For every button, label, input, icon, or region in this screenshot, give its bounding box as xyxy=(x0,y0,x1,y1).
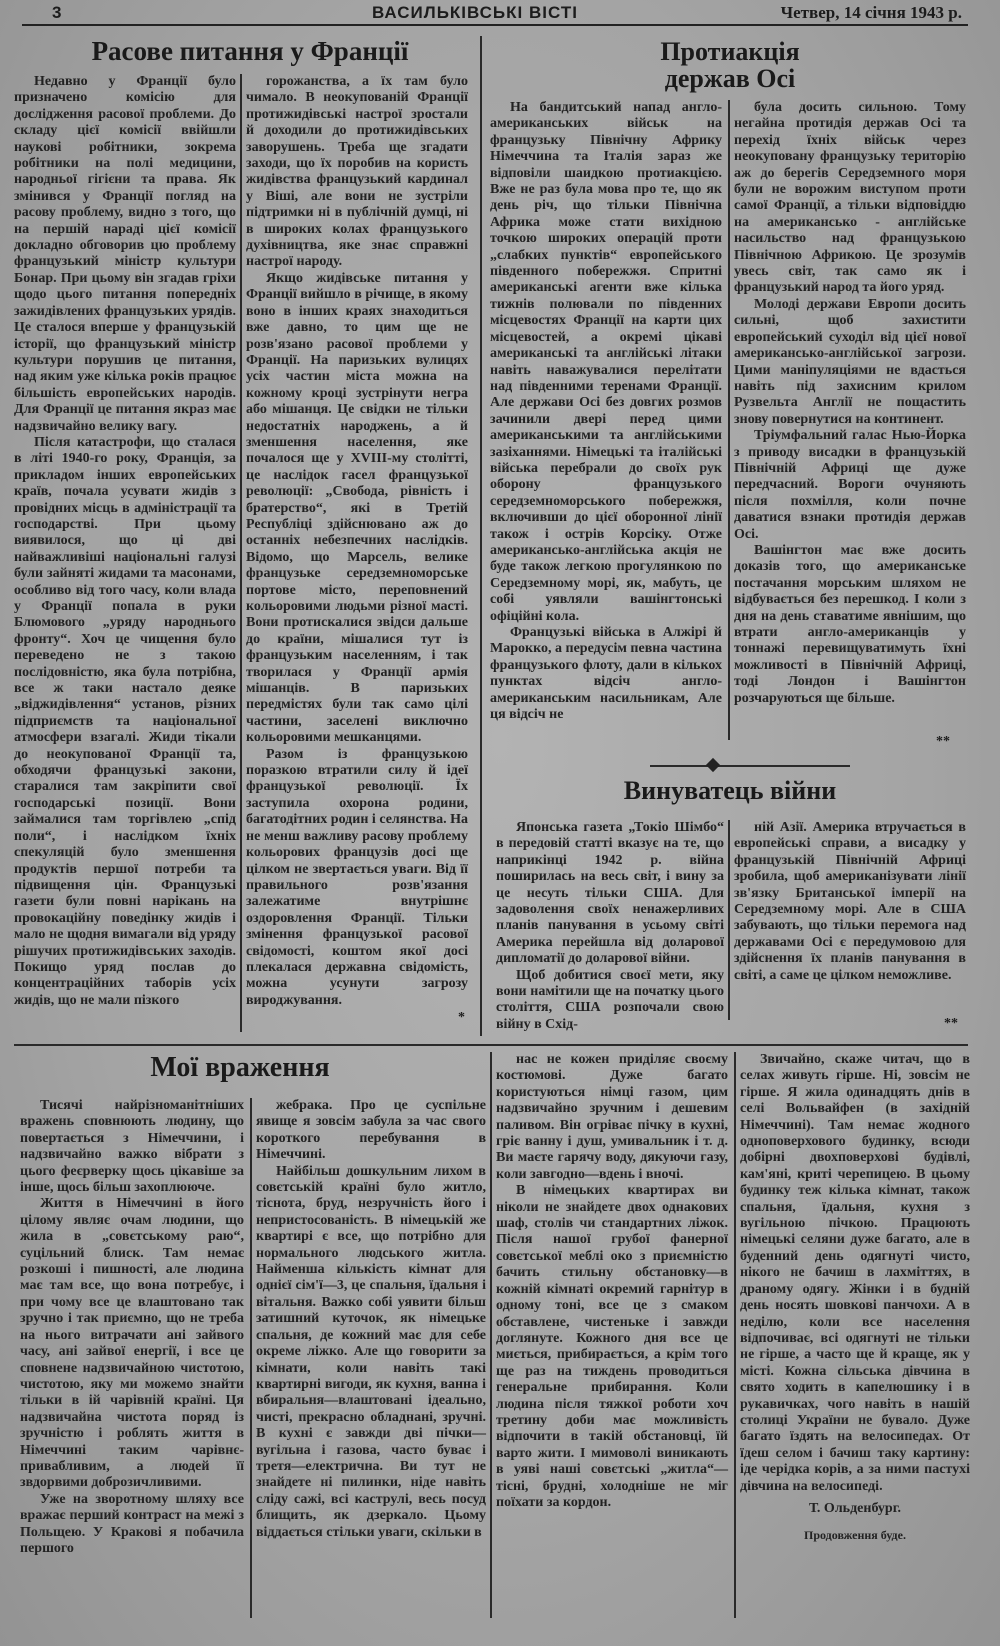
paragraph: Вашінгтон має вже досить доказів того, що американське постачання морським шляхом не відбувається без перешкод. І коли з дня на день ставатиме явнішим, що втрати англо-американців у тоннажі перевищуватимуть їхні можливості в Північній Африці, тоді Лондон і Вашінгтон розчаруються ще більше. xyxy=(734,542,966,706)
column-divider xyxy=(480,36,482,1036)
article-war-culprit-col2 xyxy=(734,820,966,1020)
article-racial-question-col1 xyxy=(14,74,236,1038)
paragraph: жебрака. Про це суспільне явище я зовсім забула за час свого короткого перебування в Німеччині. xyxy=(256,1098,486,1163)
article-end-mark: * xyxy=(458,1010,465,1025)
article-my-impressions-col1 xyxy=(20,1098,244,1618)
page-number: 3 xyxy=(52,3,62,22)
author-signature: Т. Ольденбург. xyxy=(809,1500,901,1516)
article-end-mark: ** xyxy=(944,1016,958,1031)
paragraph: Недавно у Франції було призначено комісію для дослідження расової проблеми. До складу цієї комісії ввійшли наукові робітники, зокрема робітники на полі медицини, народньої гігієни та права. Як змінився у Франції погляд на расову проблему, видно з того, що на першій нараді цієї комісії докладно обговорив цю проблему французький міністр культури Бонар. При цьому він згадав гріхи щодо цього питання попередніх зажидівлених французьких урядів. Це сталося вперше у французькій історії, що французький міністр культури порушив це питання, над яким уже кілька років працює більшість европейських народів. Для Франції це питання якраз має надзвичайно велику вагу. xyxy=(14,74,236,434)
column-divider xyxy=(250,1098,252,1618)
section-separator xyxy=(650,765,850,767)
article-axis-counteraction-col2 xyxy=(734,100,966,740)
paragraph: Життя в Німеччині в його цілому являє очам людини, що жила в „совєтському раю“, суцільний блиск. Там немає розкоші і пишності, але людина має там все, що вона потребує, і при чому все це влаштовано так зручно і так приємно, що не треба на нього витрачати ані зайвого часу, ані зайвої енергії, і все це сповнене надзвичайною чистотою, чистотою, яку ми можемо знайти тільки в ій чарівній країні. Ця надзвичайна чистота поряд із зручністю і роблять життя в Німеччині таким чарівнє-привабливим, а людей її звдорвими доброзичливими. xyxy=(20,1196,244,1491)
paragraph: Молоді держави Европи досить сильні, щоб захистити европейський суходіл від цієї нової американсько-англійської загрози. Цими маніпуляціями не вдасться навіть під захисним крилом Рузвельта Англії не пощастить знову повернутися на континент. xyxy=(734,296,966,427)
article-end-mark: ** xyxy=(936,734,950,749)
paragraph: Уже на зворотному шляху все вражає перший контраст на межі з Польщею. У Кракові я побачила першого xyxy=(20,1491,244,1556)
title-line: Протиакція xyxy=(660,37,800,66)
issue-date: Четвер, 14 січня 1943 р. xyxy=(780,3,962,22)
article-axis-counteraction-col1 xyxy=(490,100,722,740)
paragraph: була досить сильною. Тому негайна протидія держав Осі та перехід їхніх військ через неокуповану французьку територію аж до берегів Середземного моря були не ворожим виступом проти самої Франції, а тільки відповіддю на американсько - англійське насильство над французькою Північною Африкою. Це зрозумів увесь світ, так само як і французький народ та його уряд. xyxy=(734,100,966,296)
paragraph: Французькі війська в Алжірі й Марокко, а передусім певна частина французького флоту, дали в кількох пунктах відсіч англо-американським насильникам, Але ця відсіч не xyxy=(490,625,722,723)
section-divider xyxy=(14,1044,968,1046)
to-be-continued: Продовження буде. xyxy=(804,1528,906,1543)
article-title-racial-question: Расове питання у Франції xyxy=(91,36,409,66)
article-my-impressions-col3 xyxy=(496,1052,728,1618)
page-header xyxy=(22,0,968,26)
column-divider xyxy=(734,1052,736,1618)
paragraph: Щоб добитися своєї мети, яку вони намітили ще на початку цього століття, США розпочали свою війну в Схід- xyxy=(496,967,724,1032)
article-my-impressions-col4 xyxy=(740,1052,970,1632)
paragraph: Тисячі найрізноманітніших вражень сповнюють людину, що повертається з Німеччини, і надзвичайно важко вібрати з цього феєрверку щось цікавіше за інше, щось більш захоплююче. xyxy=(20,1098,244,1196)
paragraph: Найбільш дошкульним лихом в совєтській країні було житло, тіснота, бруд, незручність його і непристосованість. В німецькій же квартирі є все, що потрібно для нормального людського житла. Найменша кількість кімнат для однієї сім'ї—3, це спальня, їдальня і вітальня. Важко собі уявити більш затишний куточок, як німецьке спальня, де кожний має для себе окреме ліжко. Але що говорити за кімнати, коли навіть такі квартирні вигоди, як кухня, ванна і вбиральня—влаштовані ідеально, чисті, прекрасно обладнані, зручні. В кухні є завжди дві пічки—вугільна і газова, часто буває і третя—електрична. Ви тут не знайдете ні пилинки, ніде навіть сліду сажі, всі каструлі, весь посуд блищить, як дзеркало. Цьому віддається стільки уваги, скільки в xyxy=(256,1163,486,1540)
paragraph: Тріумфальний галас Нью-Йорка з приводу висадки в французькій Північній Африці ще дуже передчасний. Вороги очуняють після похмілля, коли почне даватися взнаки протидія держав Осі. xyxy=(734,428,966,542)
column-divider xyxy=(240,74,242,1032)
paragraph: нас не кожен приділяє своєму костюмові. Дуже багато користуються німці газом, цим надзвичайно зручним і дешевим паливом. Він огріває пічку в кухні, гріє ванну і душ, умивальник і т. д. Ви маєте гарячу воду, дякуючи газу, коли завгодно—вдень і вночі. xyxy=(496,1052,728,1182)
paragraph: В німецьких квартирах ви ніколи не знайдете двох однакових шаф, столів чи стандартних ліжок. Після нашої грубої фанерної совєтської меблі око з приємністю бачить стильну обстановку—в кожній кімнаті окремий гарнітур в одному тоні, все це з смаком обставлене, чистеньке і завжди доглянуте. Кожного дня все це миється, прибирається, а крім того ще раз на тиждень проводиться генеральне прибирання. Коли людина після тяжкої роботи хоч третину доби має можливість відпочити в такій обстановці, їй варто жити. І мимоволі виникають в уяві наші совєтські „житла“—тісні, брудні, холодніше не міг поїхати за кордон. xyxy=(496,1183,728,1510)
title-line: держав Осі xyxy=(664,64,796,93)
separator-ornament xyxy=(706,758,720,772)
article-title-axis-counteraction xyxy=(620,38,840,92)
article-title-war-culprit: Винуватець війни xyxy=(623,776,837,805)
newspaper-name: ВАСИЛЬКІВСЬКІ ВІСТІ xyxy=(372,3,578,22)
paragraph: Японська газета „Токіо Шімбо“ в передовій статті вказує на те, що наприкінці 1942 р. війна поширилась на весь світ, і вину за це несуть тільки США. Для задоволення своїх ненажерливих планів панування в усьому світі Америка перейшла від доларової дипломатії до доларової війни. xyxy=(496,820,724,967)
article-war-culprit-col1 xyxy=(496,820,724,1032)
column-divider xyxy=(490,1052,492,1618)
paragraph: Після катастрофи, що сталася в літі 1940-го року, Франція, за прикладом інших европейських країв, почала усувати жидів з провідних місць в адміністрації та господарстві. При цьому виявилося, що ці дві найважливіші національні галузі були зайняті жидами та масонами, особливо від того часу, коли влада у Франції попала в руки Блюмового „уряду народнього фронту“. Хоч це чищення було переведено не з такою послідовністю, яка була потрібна, все ж таки настало деяке „віджидівлення“ установ, різних підприємств та національної атмосфери взагалі. Жиди тікали до неокупованої Франції та, обходячи французькі закони, старалися там закріпити свої господарські позиції. Вони займалися там торгівлею „спід поли“, і наслідком їхніх спекуляцій було зменшення продуктів першої потреби та підвищення цін. Французькі газети були повні нарікань на провокаційну поведінку жидів і мало не щодня вимагали від уряду рішучих протижидівських заходів. Покищо уряд послав до концентраційних таборів усіх жидів, що не мали пізкого xyxy=(14,434,236,1008)
paragraph: Якщо жидівське питання у Франції вийшло в річище, в якому воно в інших краях знаходиться вже давно, то цим ще не розв'язано расової проблеми у Франції. На паризьких вулицях усіх частин міста можна на кожному кроці зустрінути негра або мішанця. Це свідки не тільки недостатніх народжень, а й зменшення населення, яке почалося ще у XVIII-му столітті, це наслідок гасел французької революції: „Свобода, рівність і братерство“, які в Третій Республіці здійснювано аж до останніх небезпечних наслідків. Відомо, що Марсель, велике французьке середземноморське портове місто, переповнений кольоровими людьми різної масті. Вони протискалися звідси дальше до країни, мішалися тут із французьким населенням, і так творилася у Франції армія мішанців. В паризьких передмістях були так само цілі частини, заселені виключно кольоровими мешканцями. xyxy=(246,270,468,746)
article-my-impressions-col2 xyxy=(256,1098,486,1618)
paragraph: ній Азії. Америка втручається в европейські справи, а висадку у французькій Північній Африці зробила, щоб американізувати лінії зв'язку Британської імперії на Середземному морі. Але в США забувають, що тільки перемога над державами Осі є передумовою для здійснення їх планів панування в світі, а саме це цілком неможливе. xyxy=(734,820,966,983)
article-racial-question-col2 xyxy=(246,74,468,1008)
paragraph: горожанства, а їх там було чимало. В неокупованій Франції протижидівські настрої зростали й доходили до протижидівських заворушень. Треба ще згадати заходи, що їх поробив на користь жидівства французький кардинал у Віші, але вони не зустріли підтримки ні в публічній думці, ні в широких колах французького духівництва, яке знає справжні настрої народу. xyxy=(246,74,468,270)
column-divider xyxy=(728,820,730,1020)
paragraph: Звичайно, скаже читач, що в селах живуть гірше. Ні, зовсім не гірше. Я жила одинадцять днів в селі Вольвайфен (в західній Німеччині). Там немає жодного одноповерхового будинку, всюди добірні двохповерхові будівлі, кам'яні, криті черепицею. В цьому будинку теж кілька кімнат, також спальня, їдальня, кухня з вугільною пічкою. Працюють німецькі селяни дуже багато, але в буденний день одягнуті чисто, нікого не бачиш в лахміттях, в драному одягу. Жінки і в будній день носять шовкові панчохи. А в неділю, коли все населення відпочиває, всі одягнуті не тільки не гірше, а часто ще й краще, як у місті. Кожна сільська дівчина в свято ходить в капелюшику і в рукавичках, чого навіть в нашій столиці України не бувало. Дуже багато їздять на велосипедах. От їдеш селом і бачиш таку картину: іде черідка корів, а за ними пастухі дівчина на велосипеді. xyxy=(740,1052,970,1494)
paragraph: На бандитський напад англо-американських військ на французьку Північну Африку Німеччина та Італія зараз же відповіли шаидкою протиакцією. Вже не раз була мова про те, що як день річ, що тільки Північна Африка може стати вихідною точкою широких операцій проти „слабких пунктів“ европейського південного побережжя. Спритні американські агенти вже кілька тижнів полювали по південних місцевостях Франції на карти цих місцевостей, а окремі цікаві американські та англійські літаки навіть наважувалися перелітати над південними теренами Франції. Але держави Осі без довгих розмов зачинили двері перед цими американськими та англійськими зазіханнями. Німецькі та італійські війська перебрали до своїх рук оборону французького середземноморського побережжя, включивши до цієї оборонної лінії також і острів Корсіку. Отже американсько-англійська акція не буде також легкою прогулянкою по Середземному морі, як, мабуть, це собі уявляли вашінгтонські офіційні кола. xyxy=(490,100,722,624)
column-divider xyxy=(728,100,730,740)
article-title-my-impressions: Мої враження xyxy=(150,1052,330,1083)
paragraph: Разом із французькою поразкою втратили силу й ідеї французької революції. Їх заступила охорона родини, багатодітних родин і селянства. На не менш важливу расову проблему кольорових французів досі ще цілком не звертається уваги. Від її правильного розв'язання залежатиме внутрішнє оздоровлення Франції. Тільки змінення французької расової свідомості, коштом якої досі плекалася державна свідомість, можна усунути загрозу вироджування. xyxy=(246,746,468,1008)
